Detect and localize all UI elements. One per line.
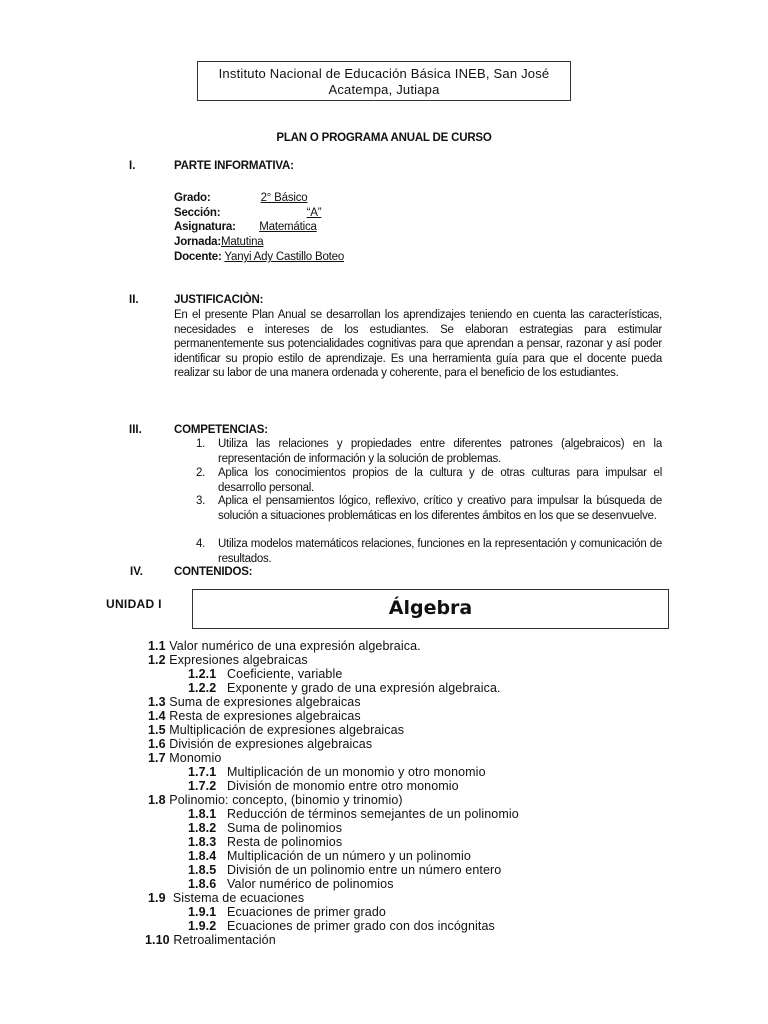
content-text: División de un polinomio entre un número entero bbox=[227, 863, 502, 877]
content-item bbox=[188, 919, 495, 933]
section-3-title: COMPETENCIAS: bbox=[174, 424, 268, 436]
competency-number: 2. bbox=[196, 467, 206, 479]
content-item bbox=[188, 905, 386, 919]
info-jornada bbox=[174, 236, 263, 248]
content-text: Multiplicación de expresiones algebraicas bbox=[169, 723, 405, 737]
content-text: Suma de expresiones algebraicas bbox=[169, 695, 361, 709]
content-number: 1.8 bbox=[148, 793, 166, 807]
content-text: Ecuaciones de primer grado con dos incógnitas bbox=[227, 919, 495, 933]
section-1-number: I. bbox=[129, 160, 136, 172]
content-number: 1.7.2 bbox=[188, 779, 217, 793]
section-2-title: JUSTIFICACIÒN: bbox=[174, 294, 264, 306]
content-text: Polinomio: concepto, (binomio y trinomio) bbox=[169, 793, 403, 807]
competency-text: Utiliza modelos matemáticos relaciones, funciones en la representación y comunicación de resultados. bbox=[218, 538, 662, 565]
content-number: 1.8.2 bbox=[188, 821, 217, 835]
content-item bbox=[188, 835, 342, 849]
content-text: Exponente y grado de una expresión algebraica. bbox=[227, 681, 501, 695]
content-text: Resta de expresiones algebraicas bbox=[169, 709, 361, 723]
competency-item bbox=[196, 437, 662, 466]
content-item bbox=[188, 667, 342, 681]
competency-number: 3. bbox=[196, 495, 206, 507]
content-item bbox=[145, 933, 276, 947]
content-item bbox=[148, 891, 304, 905]
content-number: 1.1 bbox=[148, 639, 166, 653]
jornada-label: Jornada: bbox=[174, 236, 221, 248]
content-text: Retroalimentación bbox=[173, 933, 276, 947]
info-docente bbox=[174, 251, 344, 263]
content-item bbox=[188, 807, 519, 821]
competency-number: 1. bbox=[196, 438, 206, 450]
content-text: División de expresiones algebraicas bbox=[169, 737, 373, 751]
section-4-title: CONTENIDOS: bbox=[174, 566, 253, 578]
institution-name-line1: Instituto Nacional de Educación Básica INEB, San José bbox=[218, 66, 550, 81]
document-title: PLAN O PROGRAMA ANUAL DE CURSO bbox=[276, 132, 492, 144]
grado-label: Grado: bbox=[174, 192, 211, 204]
asignatura-label: Asignatura: bbox=[174, 221, 236, 233]
competency-item bbox=[196, 537, 662, 566]
content-number: 1.4 bbox=[148, 709, 166, 723]
content-text: Reducción de términos semejantes de un polinomio bbox=[227, 807, 519, 821]
grado-value: 2° Básico bbox=[260, 192, 308, 204]
content-item bbox=[148, 695, 361, 709]
content-text: Expresiones algebraicas bbox=[169, 653, 308, 667]
content-item bbox=[188, 877, 394, 891]
info-asignatura bbox=[174, 221, 317, 233]
content-item bbox=[188, 863, 501, 877]
unit-title: Álgebra bbox=[388, 597, 473, 619]
content-text: Multiplicación de un monomio y otro monomio bbox=[227, 765, 486, 779]
content-text: División de monomio entre otro monomio bbox=[227, 779, 459, 793]
jornada-value: Matutina bbox=[220, 236, 264, 248]
content-number: 1.8.1 bbox=[188, 807, 217, 821]
section-3-number: III. bbox=[129, 424, 142, 436]
seccion-label: Sección: bbox=[174, 207, 221, 219]
content-number: 1.9.2 bbox=[188, 919, 217, 933]
content-text: Ecuaciones de primer grado bbox=[227, 905, 386, 919]
content-item bbox=[148, 751, 221, 765]
asignatura-value: Matemática bbox=[259, 221, 317, 233]
content-number: 1.7.1 bbox=[188, 765, 217, 779]
docente-value: Yanyi Ady Castillo Boteo bbox=[224, 251, 345, 263]
docente-label: Docente: bbox=[174, 251, 222, 263]
content-item bbox=[188, 779, 459, 793]
content-text: Monomio bbox=[169, 751, 222, 765]
institution-header bbox=[197, 61, 571, 101]
section-4-number: IV. bbox=[130, 566, 144, 578]
justification-paragraph: En el presente Plan Anual se desarrollan los aprendizajes teniendo en cuenta las características, necesidades e intereses de los estudiantes. Se elaboran estrategias para estimular permanentemente sus potencialidades cognitivas para que aprendan a pensar, razonar y así poder identificar su propio estilo de aprendizaje. Es una herramienta guía para que el docente pueda realizar su labor de una manera ordenada y coherente, para el beneficio de los estudiantes. bbox=[174, 309, 662, 380]
content-item bbox=[148, 723, 404, 737]
content-item bbox=[148, 709, 361, 723]
competency-text: Aplica el pensamientos lógico, reflexivo, crítico y creativo para impulsar la búsqueda de solución a situaciones problemáticas en los diferentes ámbitos en los que se desenvuelve. bbox=[218, 495, 662, 522]
competency-number: 4. bbox=[196, 538, 206, 550]
section-2-number: II. bbox=[129, 294, 139, 306]
content-number: 1.3 bbox=[148, 695, 166, 709]
content-item bbox=[188, 821, 342, 835]
content-number: 1.9.1 bbox=[188, 905, 217, 919]
content-item bbox=[148, 737, 372, 751]
content-number: 1.2 bbox=[148, 653, 166, 667]
content-text: Sistema de ecuaciones bbox=[169, 891, 305, 905]
seccion-value: “A” bbox=[306, 207, 322, 219]
content-number: 1.5 bbox=[148, 723, 166, 737]
content-number: 1.6 bbox=[148, 737, 166, 751]
content-text: Suma de polinomios bbox=[227, 821, 343, 835]
competency-item bbox=[196, 466, 662, 495]
content-item bbox=[148, 653, 308, 667]
competency-text: Utiliza las relaciones y propiedades entre diferentes patrones (algebraicos) en la representación de información y la solución de problemas. bbox=[218, 438, 662, 465]
content-item bbox=[188, 681, 501, 695]
content-number: 1.10 bbox=[145, 933, 170, 947]
section-1-title: PARTE INFORMATIVA: bbox=[174, 160, 294, 172]
content-item bbox=[148, 639, 421, 653]
content-text: Valor numérico de polinomios bbox=[227, 877, 394, 891]
content-number: 1.8.5 bbox=[188, 863, 217, 877]
content-number: 1.8.6 bbox=[188, 877, 217, 891]
competency-item bbox=[196, 494, 662, 523]
content-number: 1.8.3 bbox=[188, 835, 217, 849]
content-number: 1.9 bbox=[148, 891, 166, 905]
institution-name-line2: Acatempa, Jutiapa bbox=[328, 82, 440, 97]
content-number: 1.8.4 bbox=[188, 849, 217, 863]
info-grado bbox=[174, 192, 308, 204]
content-text: Multiplicación de un número y un polinomio bbox=[227, 849, 471, 863]
info-seccion bbox=[174, 207, 321, 219]
unit-label: UNIDAD I bbox=[106, 597, 162, 611]
content-text: Coeficiente, variable bbox=[227, 667, 343, 681]
content-item bbox=[148, 793, 403, 807]
content-text: Valor numérico de una expresión algebraica. bbox=[169, 639, 421, 653]
content-item bbox=[188, 765, 486, 779]
content-number: 1.7 bbox=[148, 751, 166, 765]
content-number: 1.2.1 bbox=[188, 667, 217, 681]
unit-title-box bbox=[192, 589, 669, 629]
content-number: 1.2.2 bbox=[188, 681, 217, 695]
content-item bbox=[188, 849, 471, 863]
competency-text: Aplica los conocimientos propios de la cultura y de otras culturas para impulsar el desarrollo personal. bbox=[218, 467, 662, 494]
content-text: Resta de polinomios bbox=[227, 835, 343, 849]
